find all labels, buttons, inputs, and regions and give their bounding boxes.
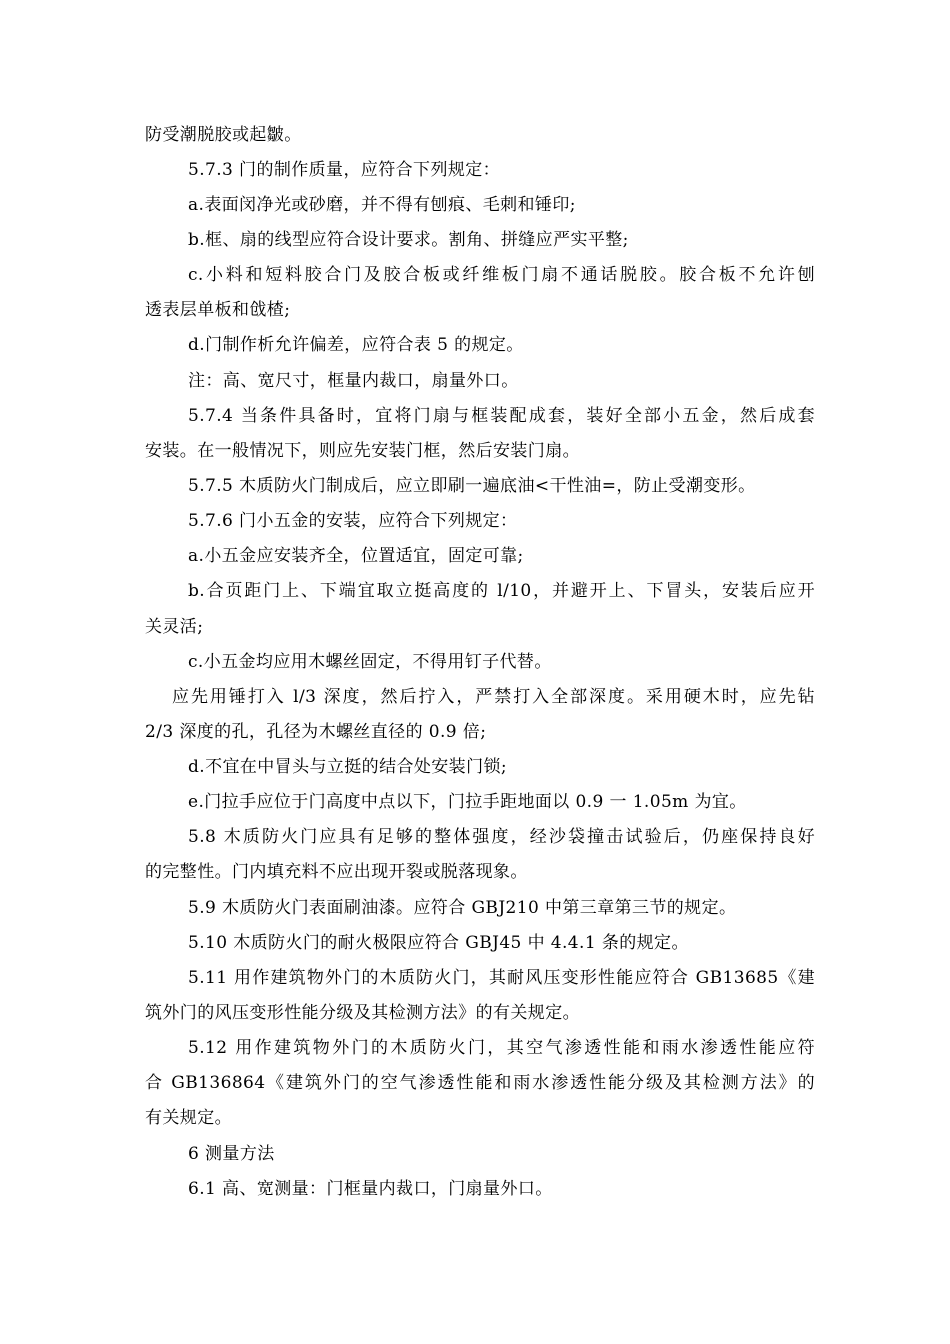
text-line: a.小五金应安装齐全，位置适宜，固定可靠; <box>188 546 524 566</box>
text-line: 注：高、宽尺寸，框量内裁口，扇量外口。 <box>188 371 519 391</box>
text-line: 透表层单板和戗楂; <box>145 300 291 320</box>
text-line: 6.1 高、宽测量：门框量内裁口，门扇量外口。 <box>188 1179 553 1199</box>
text-line: 2/3 深度的孔，孔径为木螺丝直径的 0.9 倍; <box>145 722 487 742</box>
text-line: 关灵活; <box>145 617 204 637</box>
text-line: 合 GB136864《建筑外门的空气渗透性能和雨水渗透性能分级及其检测方法》的 <box>145 1073 815 1093</box>
text-line: c.小料和短料胶合门及胶合板或纤维板门扇不通话脱胶。胶合板不允许刨 <box>188 265 815 285</box>
text-line: 5.7.4 当条件具备时，宜将门扇与框装配成套，装好全部小五金，然后成套 <box>188 406 815 426</box>
text-line: 5.7.5 木质防火门制成后，应立即刷一遍底油<干性油=，防止受潮变形。 <box>188 476 756 496</box>
text-line: 5.11 用作建筑物外门的木质防火门，其耐风压变形性能应符合 GB13685《建 <box>188 968 815 988</box>
text-line: 5.9 木质防火门表面刷油漆。应符合 GBJ210 中第三章第三节的规定。 <box>188 898 737 918</box>
section-heading: 6 测量方法 <box>188 1144 275 1164</box>
text-line: 的完整性。门内填充料不应出现开裂或脱落现象。 <box>145 862 528 882</box>
text-line: b.合页距门上、下端宜取立挺高度的 l/10，并避开上、下冒头，安装后应开 <box>188 581 815 601</box>
text-line: 有关规定。 <box>145 1108 232 1128</box>
text-line: 5.7.6 门小五金的安装，应符合下列规定： <box>188 511 518 531</box>
text-line: 防受潮脱胶或起皺。 <box>145 125 302 145</box>
text-line: 安装。在一般情况下，则应先安装门框，然后安装门扇。 <box>145 441 580 461</box>
text-line: a.表面闵净光或砂磨，并不得有刨痕、毛刺和锤印; <box>188 195 576 215</box>
text-line: 5.10 木质防火门的耐火极限应符合 GBJ45 中 4.4.1 条的规定。 <box>188 933 689 953</box>
text-line: 5.7.3 门的制作质量，应符合下列规定： <box>188 160 501 180</box>
text-line: d.不宜在中冒头与立挺的结合处安装门锁; <box>188 757 508 777</box>
text-line: 筑外门的风压变形性能分级及其检测方法》的有关规定。 <box>145 1003 580 1023</box>
text-line: 5.12 用作建筑物外门的木质防火门，其空气渗透性能和雨水渗透性能应符 <box>188 1038 815 1058</box>
text-line: 5.8 木质防火门应具有足够的整体强度，经沙袋撞击试验后，仍座保持良好 <box>188 827 815 847</box>
text-line: d.门制作析允许偏差，应符合表 5 的规定。 <box>188 335 524 355</box>
text-line: c.小五金均应用木螺丝固定，不得用钉子代替。 <box>188 652 552 672</box>
text-line: 应先用锤打入 l/3 深度，然后拧入，严禁打入全部深度。采用硬木时，应先钻 <box>172 687 815 707</box>
text-line: b.框、扇的线型应符合设计要求。割角、拼缝应严实平整; <box>188 230 629 250</box>
text-line: e.门拉手应位于门高度中点以下，门拉手距地面以 0.9 一 1.05m 为宜。 <box>188 792 747 812</box>
